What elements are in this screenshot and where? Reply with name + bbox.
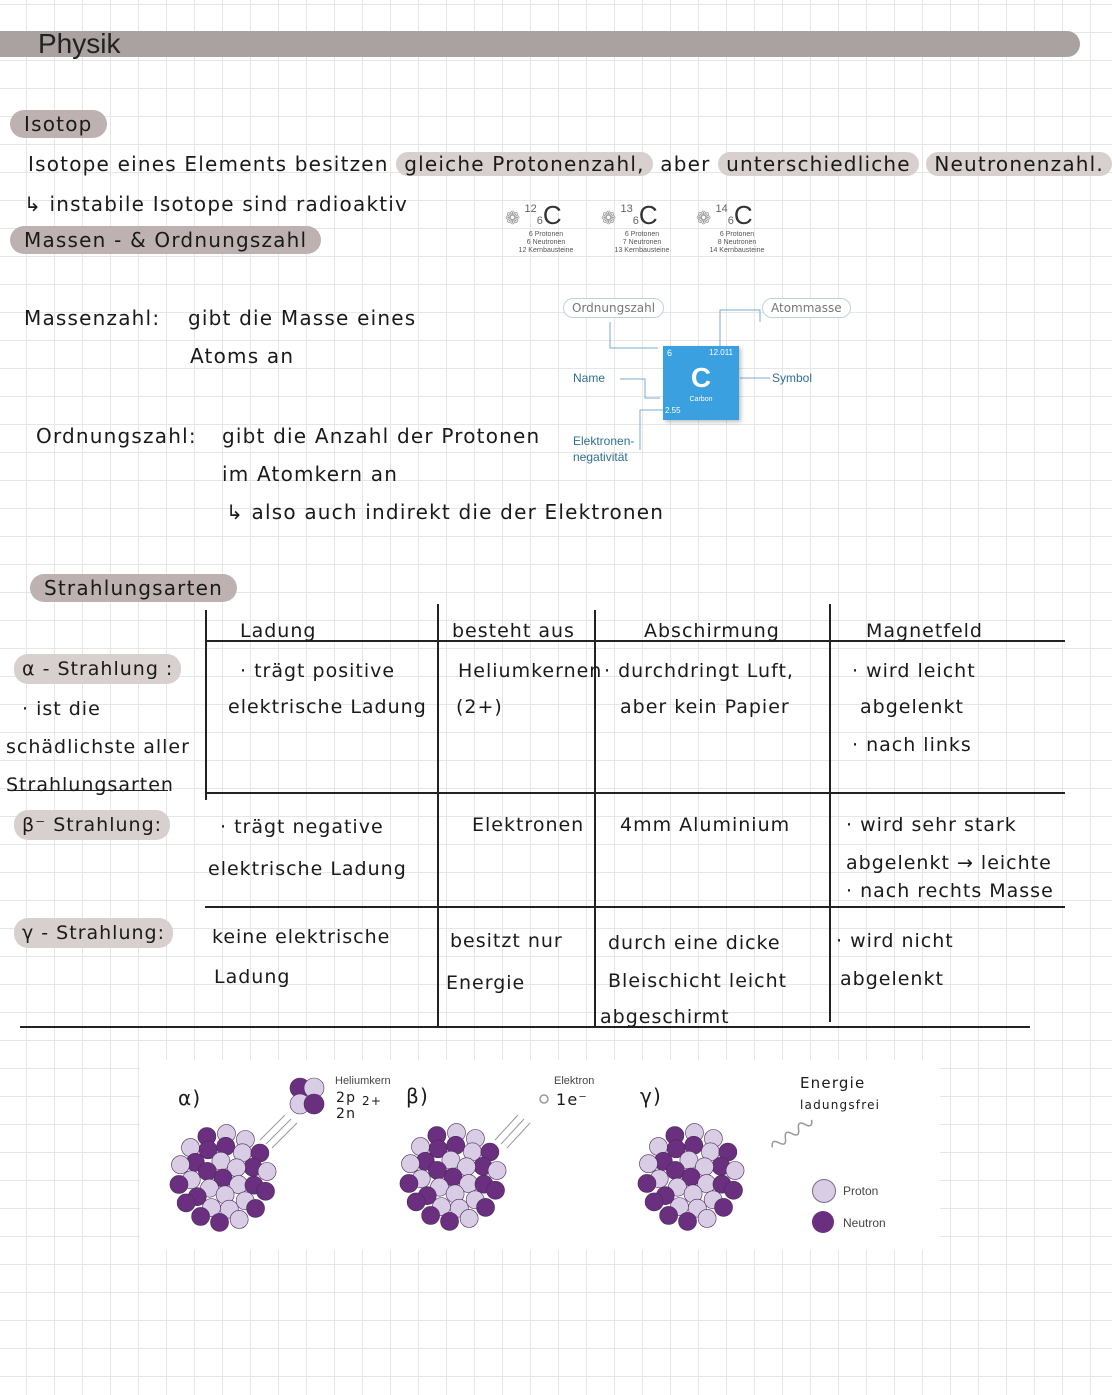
isotope-symbol: C xyxy=(638,200,658,230)
nucleus-icon: ❁ xyxy=(696,208,712,228)
helium-title: Heliumkern xyxy=(335,1075,391,1087)
isotope-neutrons: 6 Neutronen xyxy=(526,239,566,246)
element-number: 6 xyxy=(667,348,673,358)
isotope-card-c13 xyxy=(601,200,683,255)
neutron-particle xyxy=(679,1212,697,1230)
cell-beta-ladung-1: · trägt negative xyxy=(220,816,384,838)
isotope-total: 14 Kernbausteine xyxy=(709,247,765,254)
nucleus-icon: ❁ xyxy=(505,208,521,228)
neutron-particle xyxy=(407,1193,425,1211)
neutron-particle xyxy=(422,1206,440,1224)
cell-alpha-magnetfeld-3: · nach links xyxy=(852,734,972,756)
isotope-mass: 12 xyxy=(524,203,537,215)
neutron-particle xyxy=(428,1161,446,1179)
proton-particle xyxy=(639,1155,657,1173)
neutron-particle xyxy=(645,1193,663,1211)
neutron-particle xyxy=(170,1175,188,1193)
proton-particle xyxy=(726,1161,744,1179)
cell-gamma-ladung-2: Ladung xyxy=(214,966,291,988)
cell-gamma-magnetfeld-1: · wird nicht xyxy=(836,930,954,952)
element-card xyxy=(663,346,739,420)
cell-beta-besteht-1: Elektronen xyxy=(472,814,585,836)
neutron-particle xyxy=(724,1181,742,1199)
neutron-particle xyxy=(211,1213,229,1231)
ordnungszahl-label: Ordnungszahl: xyxy=(36,424,197,448)
cell-gamma-abschirmung-1: durch eine dicke xyxy=(608,932,781,954)
table-bottom-line xyxy=(20,1026,1030,1028)
nucleus-icon: ❁ xyxy=(601,208,617,228)
element-electronegativity: 2.55 xyxy=(665,406,681,415)
neutron-particle xyxy=(304,1094,324,1114)
cell-beta-abschirmung-1: 4mm Aluminium xyxy=(620,814,791,836)
cell-alpha-abschirmung-2: aber kein Papier xyxy=(620,696,790,718)
cell-alpha-magnetfeld-2: abgelenkt xyxy=(860,696,964,718)
gamma-label: γ) xyxy=(640,1084,663,1108)
cell-gamma-besteht-1: besitzt nur xyxy=(450,930,563,952)
ordnungszahl-text1: gibt die Anzahl der Protonen xyxy=(222,424,541,448)
neutron-particle xyxy=(660,1206,678,1224)
helium-neutrons: 2n xyxy=(336,1106,357,1122)
isotop-highlight-unterschiedliche: unterschiedliche xyxy=(718,152,919,176)
neutron-particle xyxy=(666,1161,684,1179)
isotope-symbol: C xyxy=(733,200,753,230)
page-title: Physik xyxy=(38,28,121,59)
helium-nucleus xyxy=(284,1074,330,1120)
header-bar xyxy=(0,31,1080,57)
elektron-title: Elektron xyxy=(554,1075,595,1087)
cell-beta-ladung-2: elektrische Ladung xyxy=(208,858,407,880)
legend-proton: Proton xyxy=(843,1184,879,1198)
nucleus-alpha xyxy=(170,1125,276,1231)
isotope-total: 12 Kernbausteine xyxy=(518,247,574,254)
cell-gamma-abschirmung-2: Bleischicht leicht xyxy=(608,970,788,992)
column-header-magnetfeld: Magnetfeld xyxy=(866,620,983,642)
ordnungszahl-text2: im Atomkern an xyxy=(222,462,399,486)
label-elektronegativitaet-2: negativität xyxy=(573,450,628,464)
beta-label: β) xyxy=(406,1084,429,1108)
element-mass: 12.011 xyxy=(709,348,733,357)
helium-charge: 2+ xyxy=(362,1094,383,1108)
cell-gamma-besteht-2: Energie xyxy=(446,972,526,994)
isotop-line1 xyxy=(28,152,1112,176)
massenzahl-text2: Atoms an xyxy=(190,344,295,368)
isotope-protons: 6 Protonen xyxy=(719,231,755,238)
row-name-gamma: γ - Strahlung: xyxy=(14,918,173,948)
row-name-alpha: α - Strahlung : xyxy=(14,654,181,684)
label-name: Name xyxy=(573,371,606,385)
cell-gamma-abschirmung-3: abgeschirmt xyxy=(600,1006,730,1028)
isotope-mass: 13 xyxy=(620,203,633,215)
row-name-beta: β⁻ Strahlung: xyxy=(14,810,170,840)
neutron-particle xyxy=(177,1194,195,1212)
cell-beta-magnetfeld-1: · wird sehr stark xyxy=(846,814,1017,836)
isotope-protons: 6 Protonen xyxy=(624,231,660,238)
isotope-symbol: C xyxy=(542,200,562,230)
nucleus-gamma xyxy=(638,1124,744,1230)
massenzahl-text1: gibt die Masse eines xyxy=(188,306,417,330)
helium-protons: 2p xyxy=(336,1090,357,1106)
isotop-line2: ↳ instabile Isotope sind radioaktiv xyxy=(24,192,409,216)
cell-alpha-besteht-1: Heliumkernen xyxy=(458,660,603,682)
strahlungsarten-heading: Strahlungsarten xyxy=(30,574,237,602)
legend-neutron: Neutron xyxy=(843,1216,886,1230)
isotope-neutrons: 7 Neutronen xyxy=(622,239,662,246)
cell-alpha-besteht-2: (2+) xyxy=(456,696,503,718)
neutron-particle xyxy=(247,1199,265,1217)
element-symbol: C xyxy=(690,362,712,393)
neutron-swatch xyxy=(812,1211,834,1233)
proton-particle xyxy=(460,1209,478,1227)
isotope-protons: 6 Protonen xyxy=(528,231,564,238)
table-divider xyxy=(205,610,207,800)
row-note-alpha-2: schädlichste aller xyxy=(6,736,190,758)
isotop-highlight-neutronenzahl: Neutronenzahl. xyxy=(926,152,1112,176)
label-symbol: Symbol xyxy=(772,371,813,385)
isotope-neutrons: 8 Neutronen xyxy=(717,239,757,246)
cell-alpha-ladung-2: elektrische Ladung xyxy=(228,696,427,718)
isotope-number: 6 xyxy=(727,215,734,227)
neutron-particle xyxy=(441,1212,459,1230)
tag-atommasse: Atommasse xyxy=(762,298,851,318)
neutron-particle xyxy=(192,1207,210,1225)
elektron-value: 1e⁻ xyxy=(556,1090,589,1109)
alpha-label: α) xyxy=(178,1086,202,1110)
proton-particle xyxy=(258,1162,276,1180)
proton-swatch xyxy=(812,1179,836,1203)
isotop-highlight-gleiche: gleiche Protonenzahl, xyxy=(396,152,652,176)
isotop-text-c: aber xyxy=(660,152,711,176)
table-row-line xyxy=(205,792,1065,794)
proton-particle xyxy=(230,1210,248,1228)
massenzahl-label: Massenzahl: xyxy=(24,306,161,330)
proton-particle xyxy=(488,1161,506,1179)
cell-beta-magnetfeld-2: abgelenkt → leichte xyxy=(846,852,1052,874)
ladungsfrei-label: ladungsfrei xyxy=(800,1098,881,1112)
nucleus-beta xyxy=(400,1124,506,1230)
isotope-card-c12 xyxy=(505,200,587,255)
massen-heading: Massen - & Ordnungszahl xyxy=(10,226,321,254)
table-divider xyxy=(437,604,439,1028)
cell-alpha-magnetfeld-1: · wird leicht xyxy=(852,660,976,682)
column-header-ladung: Ladung xyxy=(240,620,317,642)
isotop-text-a: Isotope eines Elements besitzen xyxy=(28,152,389,176)
neutron-particle xyxy=(198,1162,216,1180)
neutron-particle xyxy=(256,1182,274,1200)
label-elektronegativitaet-1: Elektronen- xyxy=(573,434,635,448)
cell-alpha-abschirmung-1: · durchdringt Luft, xyxy=(604,660,794,682)
cell-beta-magnetfeld-3: · nach rechts Masse xyxy=(846,880,1054,902)
column-header-abschirmung: Abschirmung xyxy=(644,620,780,642)
isotop-heading: Isotop xyxy=(10,110,107,138)
neutron-particle xyxy=(477,1198,495,1216)
tag-ordnungszahl: Ordnungszahl xyxy=(563,298,664,318)
row-note-alpha-1: · ist die xyxy=(22,698,101,720)
ordnungszahl-text3: ↳ also auch indirekt die der Elektronen xyxy=(226,500,665,524)
isotope-card-c14 xyxy=(696,200,778,255)
table-divider xyxy=(829,604,831,1022)
element-name: Carbon xyxy=(689,396,713,403)
proton-particle xyxy=(171,1156,189,1174)
neutron-particle xyxy=(638,1174,656,1192)
isotope-mass: 14 xyxy=(715,203,728,215)
isotope-number: 6 xyxy=(632,215,639,227)
neutron-particle xyxy=(400,1174,418,1192)
isotope-number: 6 xyxy=(536,215,543,227)
neutron-particle xyxy=(715,1198,733,1216)
isotope-total: 13 Kernbausteine xyxy=(614,247,670,254)
proton-particle xyxy=(698,1209,716,1227)
cell-alpha-ladung-1: · trägt positive xyxy=(240,660,396,682)
neutron-particle xyxy=(486,1181,504,1199)
column-header-besteht-aus: besteht aus xyxy=(452,620,575,642)
row-note-alpha-3: Strahlungsarten xyxy=(6,774,174,796)
energie-label: Energie xyxy=(800,1074,866,1092)
cell-gamma-ladung-1: keine elektrische xyxy=(212,926,391,948)
proton-particle xyxy=(401,1155,419,1173)
cell-gamma-magnetfeld-2: abgelenkt xyxy=(840,968,944,990)
